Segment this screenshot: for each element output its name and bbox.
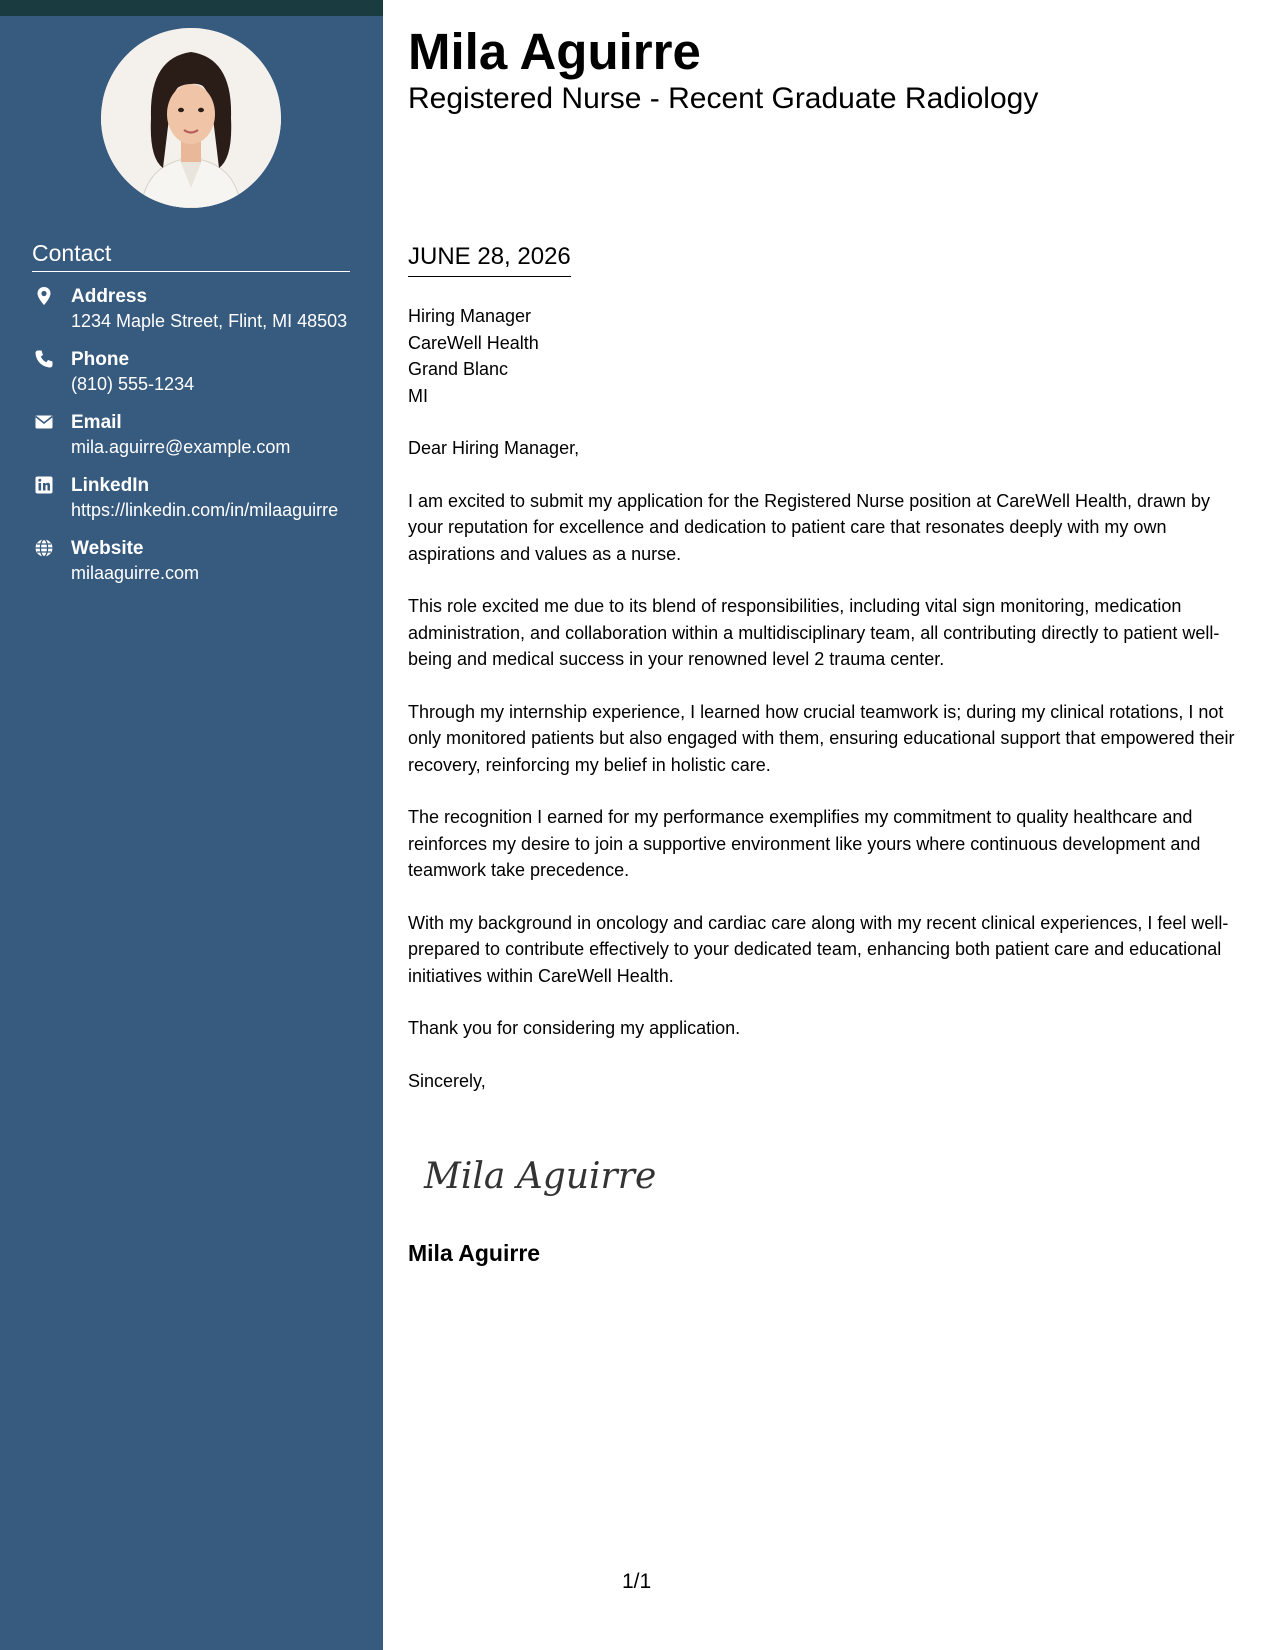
salutation: Dear Hiring Manager,	[408, 438, 580, 458]
linkedin-value[interactable]: https://linkedin.com/in/milaaguirre	[71, 500, 339, 520]
address-value: 1234 Maple Street, Flint, MI 48503	[71, 311, 348, 331]
letter-body	[408, 303, 1248, 1120]
profile-photo-illustration	[101, 28, 281, 208]
applicant-name: Mila Aguirre	[408, 23, 701, 80]
contact-item-email	[32, 410, 352, 460]
sidebar-top-band	[0, 0, 383, 16]
closing: Sincerely,	[408, 1070, 486, 1091]
contact-list	[32, 284, 352, 599]
recipient-line: Grand Blanc	[408, 359, 509, 379]
letter-date: JUNE 28, 2026	[408, 243, 571, 277]
letter-paragraph: Through my internship experience, I learned how crucial teamwork is; during my clinical rotations, I not only monitored patients but also engaged with them, ensuring educational support that empowered their recovery, reinforcing my belief in holistic care.	[408, 701, 1235, 775]
contact-item-phone	[32, 347, 352, 397]
recipient-line: MI	[408, 385, 428, 406]
recipient-line: Hiring Manager	[408, 306, 532, 326]
letter-paragraph: Thank you for considering my application.	[408, 1018, 741, 1038]
contact-label: Email	[71, 412, 122, 433]
website-value[interactable]: milaaguirre.com	[71, 563, 200, 583]
contact-item-website	[32, 536, 352, 586]
phone-value: (810) 555-1234	[71, 374, 195, 394]
contact-section-title: Contact	[32, 240, 350, 272]
handwritten-signature	[422, 1148, 662, 1208]
phone-icon	[34, 349, 54, 369]
letter-paragraph: The recognition I earned for my performance exemplifies my commitment to quality healthcare and reinforces my desire to join a supportive environment like yours where continuous development and teamwork take precedence.	[408, 807, 1201, 880]
contact-item-address	[32, 284, 352, 334]
avatar	[101, 28, 281, 208]
recipient-block	[408, 303, 1248, 409]
globe-icon	[34, 538, 54, 558]
contact-label: Website	[71, 538, 144, 559]
contact-label: LinkedIn	[71, 475, 150, 496]
letter-paragraph: This role excited me due to its blend of responsibilities, including vital sign monitoring, medication administration, and collaboration within a multidisciplinary team, all contributing directly to patient well-being and medical success in your renowned level 2 trauma center.	[408, 596, 1220, 669]
letter-paragraph: I am excited to submit my application for the Registered Nurse position at CareWell Health, drawn by your reputation for excellence and dedication to patient care that resonates deeply with my own aspirations and values as a nurse.	[408, 490, 1211, 564]
letter-paragraph: With my background in oncology and cardiac care along with my recent clinical experiences, I feel well-prepared to contribute effectively to your dedicated team, enhancing both patient care and educational initiatives within CareWell Health.	[408, 912, 1229, 986]
envelope-icon	[34, 412, 54, 432]
applicant-title: Registered Nurse - Recent Graduate Radiology	[408, 82, 1039, 115]
contact-label: Address	[71, 286, 148, 307]
sidebar	[0, 0, 383, 1650]
contact-item-linkedin	[32, 473, 352, 523]
location-pin-icon	[34, 286, 54, 306]
svg-text:Mila Aguirre: Mila Aguirre	[424, 1156, 657, 1197]
email-value[interactable]: mila.aguirre@example.com	[71, 437, 291, 457]
recipient-line: CareWell Health	[408, 332, 539, 353]
contact-label: Phone	[71, 349, 130, 370]
page-number: 1/1	[622, 1570, 652, 1593]
signed-name: Mila Aguirre	[408, 1240, 541, 1266]
linkedin-icon	[34, 475, 54, 495]
